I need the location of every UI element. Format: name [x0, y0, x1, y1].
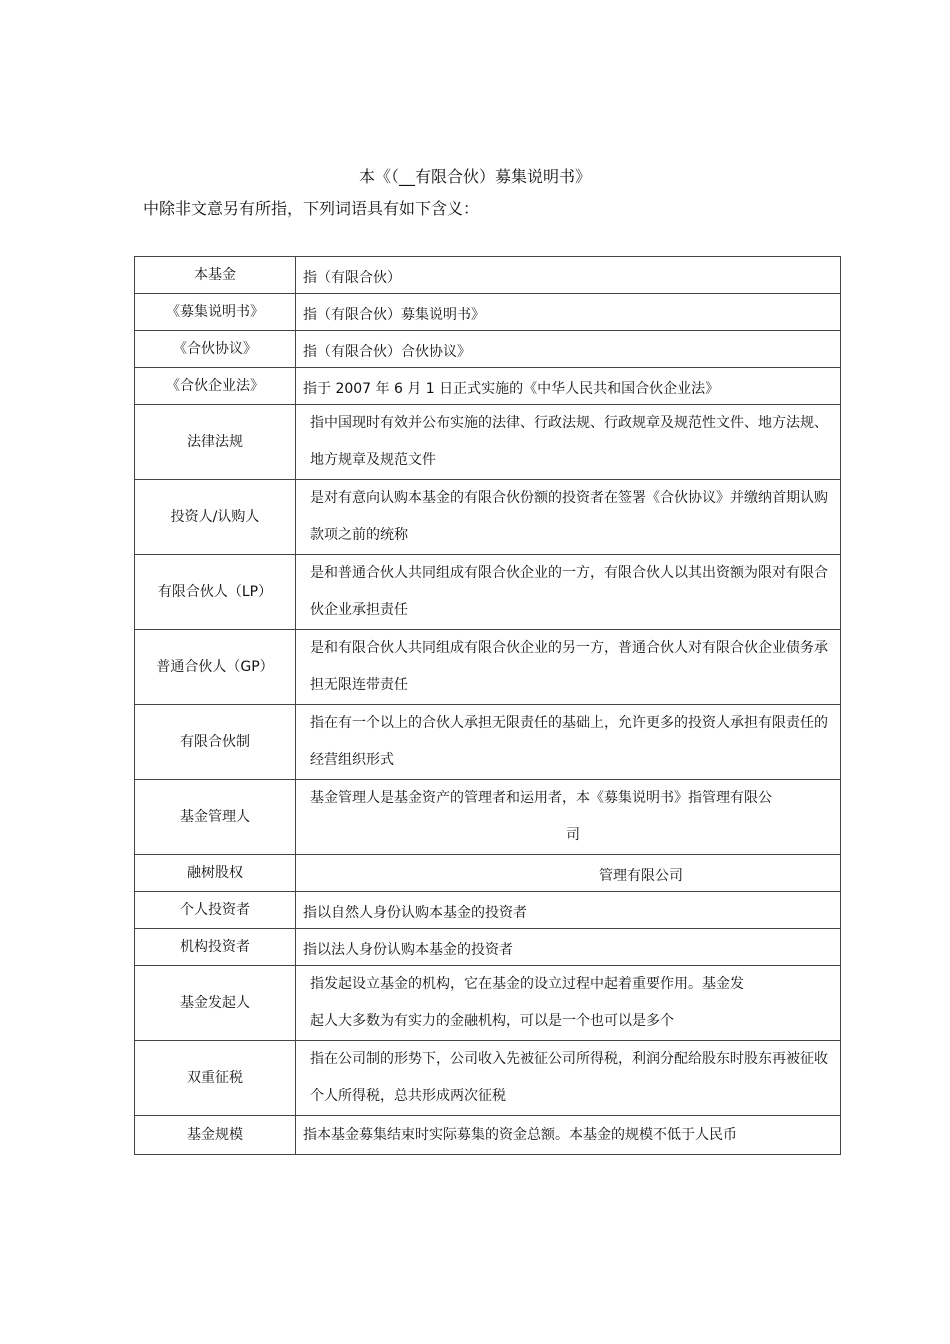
definition-cell: [296, 780, 841, 855]
table-row: [135, 257, 841, 294]
document-intro: 中除非文意另有所指，下列词语具有如下含义：: [143, 199, 480, 218]
definitions-table: [134, 256, 841, 1155]
term-cell: 有限合伙人（LP）: [135, 555, 296, 630]
table-row: [135, 294, 841, 331]
term-cell: 《合伙协议》: [135, 331, 296, 368]
table-row: [135, 480, 841, 555]
definition-cell: 是对有意向认购本基金的有限合伙份额的投资者在签署《合伙协议》并缴纳首期认购款项之前的统称: [296, 480, 841, 555]
table-row: [135, 780, 841, 855]
table-row: [135, 630, 841, 705]
definition-cell: 指中国现时有效并公布实施的法律、行政法规、行政规章及规范性文件、地方法规、地方规章及规范文件: [296, 405, 841, 480]
term-cell: 有限合伙制: [135, 705, 296, 780]
table-row: [135, 929, 841, 966]
definition-cell: 指在有一个以上的合伙人承担无限责任的基础上，允许更多的投资人承担有限责任的经营组织形式: [296, 705, 841, 780]
term-cell: 普通合伙人（GP）: [135, 630, 296, 705]
definition-line: 指发起设立基金的机构，它在基金的设立过程中起着重要作用。基金发: [310, 976, 744, 992]
definition-cell: 指（有限合伙）: [296, 257, 841, 294]
table-row: [135, 368, 841, 405]
term-cell: 法律法规: [135, 405, 296, 480]
definition-cell: 是和普通合伙人共同组成有限合伙企业的一方，有限合伙人以其出资额为限对有限合伙企业承担责任: [296, 555, 841, 630]
term-cell: 个人投资者: [135, 892, 296, 929]
definition-line: 基金管理人是基金资产的管理者和运用者，本《募集说明书》指管理有限公: [310, 790, 772, 806]
table-row: [135, 331, 841, 368]
term-cell: 《募集说明书》: [135, 294, 296, 331]
table-row: [135, 892, 841, 929]
term-cell: 融树股权: [135, 855, 296, 892]
table-row: [135, 966, 841, 1041]
definition-line: 司: [566, 827, 580, 843]
term-cell: 基金发起人: [135, 966, 296, 1041]
term-cell: 《合伙企业法》: [135, 368, 296, 405]
definition-cell: 指以法人身份认购本基金的投资者: [296, 929, 841, 966]
definition-cell: 指（有限合伙）合伙协议》: [296, 331, 841, 368]
term-cell: 基金管理人: [135, 780, 296, 855]
table-row: [135, 555, 841, 630]
term-cell: 投资人/认购人: [135, 480, 296, 555]
term-cell: 机构投资者: [135, 929, 296, 966]
definition-cell: 指（有限合伙）募集说明书》: [296, 294, 841, 331]
table-row: [135, 1116, 841, 1155]
document-title: 本《（__有限合伙）募集说明书》: [358, 167, 591, 186]
table-row: [135, 405, 841, 480]
term-cell: 双重征税: [135, 1041, 296, 1116]
definition-cell: 是和有限合伙人共同组成有限合伙企业的另一方，普通合伙人对有限合伙企业债务承担无限连带责任: [296, 630, 841, 705]
term-cell: 基金规模: [135, 1116, 296, 1155]
definition-cell: 指本基金募集结束时实际募集的资金总额。本基金的规模不低于人民币: [296, 1116, 841, 1155]
definition-cell: 指以自然人身份认购本基金的投资者: [296, 892, 841, 929]
definition-line: 起人大多数为有实力的金融机构，可以是一个也可以是多个: [310, 1013, 674, 1029]
table-row: [135, 855, 841, 892]
definition-cell: [296, 966, 841, 1041]
table-row: [135, 1041, 841, 1116]
definition-cell: 指于 2007 年 6 月 1 日正式实施的《中华人民共和国合伙企业法》: [296, 368, 841, 405]
term-cell: 本基金: [135, 257, 296, 294]
definition-cell: 指在公司制的形势下，公司收入先被征公司所得税，利润分配给股东时股东再被征收个人所得税，总共形成两次征税: [296, 1041, 841, 1116]
table-row: [135, 705, 841, 780]
definition-cell: 管理有限公司: [296, 855, 841, 892]
